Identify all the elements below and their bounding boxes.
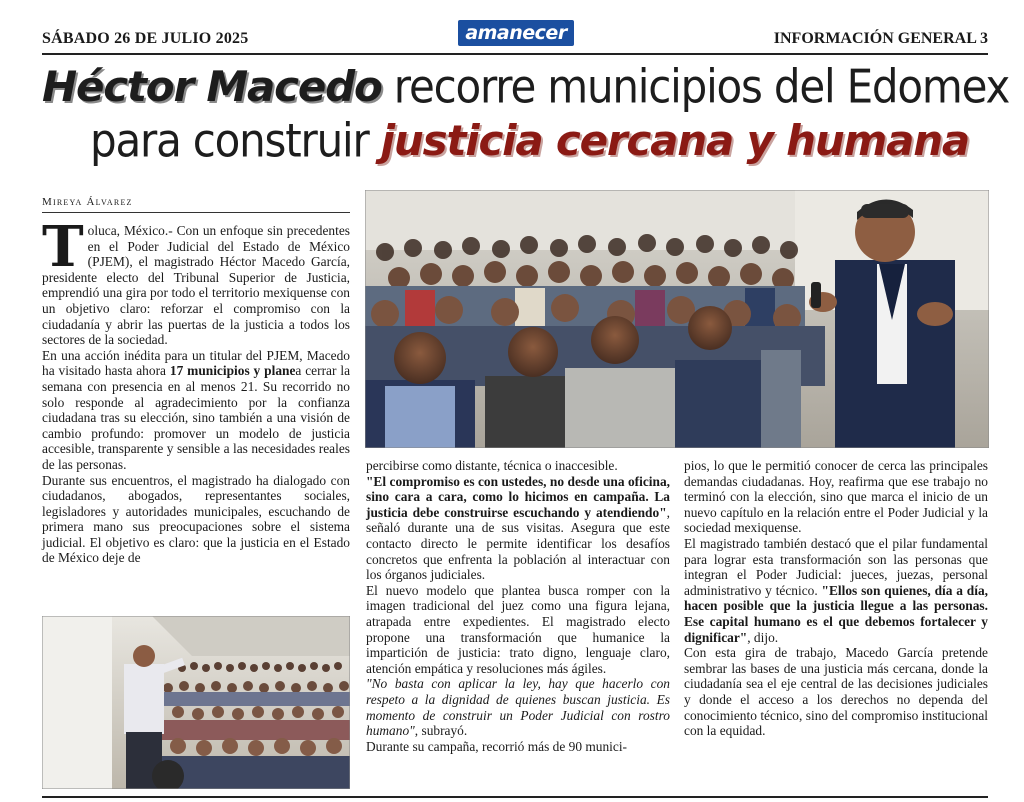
paragraph: percibirse como distante, técnica o inaccesible. bbox=[366, 458, 618, 473]
secondary-photo bbox=[42, 616, 350, 789]
headline-line-1 bbox=[42, 59, 1010, 114]
quote: "Ellos son quienes, día a día, hacen posible que la justicia llegue a las personas. Ese capital humano es el que debemos fortalecer y dignificar" bbox=[684, 582, 988, 645]
byline-rule bbox=[42, 212, 350, 213]
paragraph: "No basta con aplicar la ley, hay que hacerlo con respeto a la dignidad de quienes buscan justicia. Es momento de construir un Poder Judicial con rostro humano", subrayó. bbox=[366, 676, 670, 739]
byline: Mireya Álvarez bbox=[42, 196, 133, 208]
paragraph: pios, lo que le permitió conocer de cerca las principales demandas ciudadanas. Hoy, reafirma que ese trabajo no terminó con la elección, sino que marca el inicio de un nuevo capítulo en la relación entre el Poder Judicial y la sociedad mexiquense. bbox=[684, 458, 988, 536]
headline-line-2 bbox=[90, 113, 970, 168]
headline-accent: justicia cercana y humana bbox=[380, 116, 970, 165]
headline-name: Héctor Macedo bbox=[42, 62, 382, 111]
article-column-1 bbox=[42, 214, 351, 566]
header-rule bbox=[42, 53, 988, 55]
page-header bbox=[0, 0, 1024, 58]
article-column-3 bbox=[684, 458, 988, 739]
footer-rule bbox=[42, 796, 988, 798]
drop-cap: T bbox=[42, 214, 84, 280]
article-column-2 bbox=[366, 458, 670, 754]
photo-speaker-audience bbox=[365, 190, 989, 448]
headline-text-2: para construir bbox=[90, 113, 369, 168]
paragraph: Toluca, México.- Con un enfoque sin precedentes en el Poder Judicial del Estado de México (PJEM), el magistrado Héctor Macedo García, presidente electo del Tribunal Superior de Justicia, emprendió una gira por todo el territorio mexiquense con un objetivo claro: reforzar el compromiso con la ciudadanía y abrir las puertas de la justicia a todos los sectores de la sociedad. bbox=[42, 214, 350, 348]
paragraph: El nuevo modelo que plantea busca romper con la imagen tradicional del juez como una figura lejana, atrapada entre expedientes. El magistrado electo propone una transformación que humanice la impartición de justicia: trato digno, lenguaje claro, atención empática y resoluciones más ágiles. bbox=[366, 582, 670, 676]
issue-date: SÁBADO 26 DE JULIO 2025 bbox=[42, 30, 249, 47]
paragraph: Durante sus encuentros, el magistrado ha dialogado con ciudadanos, abogados, representantes sociales, legisladores y autoridades municipales, escuchando de primera mano sus preocupaciones sobre el sistema judicial. El objetivo es claro: que la justicia en el Estado de México deje de bbox=[42, 472, 350, 566]
newspaper-logo[interactable]: amanecer bbox=[458, 20, 574, 46]
paragraph: Durante su campaña, recorrió más de 90 munici- bbox=[366, 738, 628, 754]
quote: "El compromiso es con ustedes, no desde una oficina, sino cara a cara, como lo hicimos en campaña. La justicia debe construirse escuchando y atendiendo" bbox=[366, 473, 670, 520]
paragraph: Con esta gira de trabajo, Macedo García pretende sembrar las bases de una justicia más cercana, donde la ciudadanía sea el eje central de las decisiones judiciales y donde el acceso a los derechos no dependa del conocimiento técnico, sino del compromiso institucional con la equidad. bbox=[684, 645, 988, 739]
quote: "No basta con aplicar la ley, hay que hacerlo con respeto a la dignidad de quienes buscan justicia. Es momento de construir un Poder Judicial con rostro humano" bbox=[366, 676, 670, 739]
headline-text-1: recorre municipios del Edomex bbox=[393, 59, 1010, 114]
photo-auditorium bbox=[42, 616, 350, 789]
paragraph: "El compromiso es con ustedes, no desde una oficina, sino cara a cara, como lo hicimos en campaña. La justicia debe construirse escuchando y atendiendo", señaló durante una de sus visitas. Asegura que este contacto directo le permite identificar los desafíos concretos que enfrenta la población al interactuar con los órganos judiciales. bbox=[366, 473, 670, 583]
paragraph: El magistrado también destacó que el pilar fundamental para lograr esta transformación son las personas que integran el Poder Judicial: jueces, juezas, personal administrativo y técnico. "Ellos son quienes, día a día, hacen posible que la justicia llegue a las personas. Ese capital humano es el que debemos fortalecer y dignificar", dijo. bbox=[684, 535, 988, 645]
section-label: INFORMACIÓN GENERAL 3 bbox=[773, 30, 988, 47]
main-photo bbox=[365, 190, 989, 448]
paragraph: En una acción inédita para un titular del PJEM, Macedo ha visitado hasta ahora 17 municipios y planea cerrar la semana con presencia en al menos 21. Su recorrido no solo responde al agradecimiento por la confianza ciudadana tras su elección, sino también a una visión de cambio profundo: promover un modelo de justicia accesible, transparente y sensible a las necesidades reales de las personas. bbox=[42, 347, 351, 472]
